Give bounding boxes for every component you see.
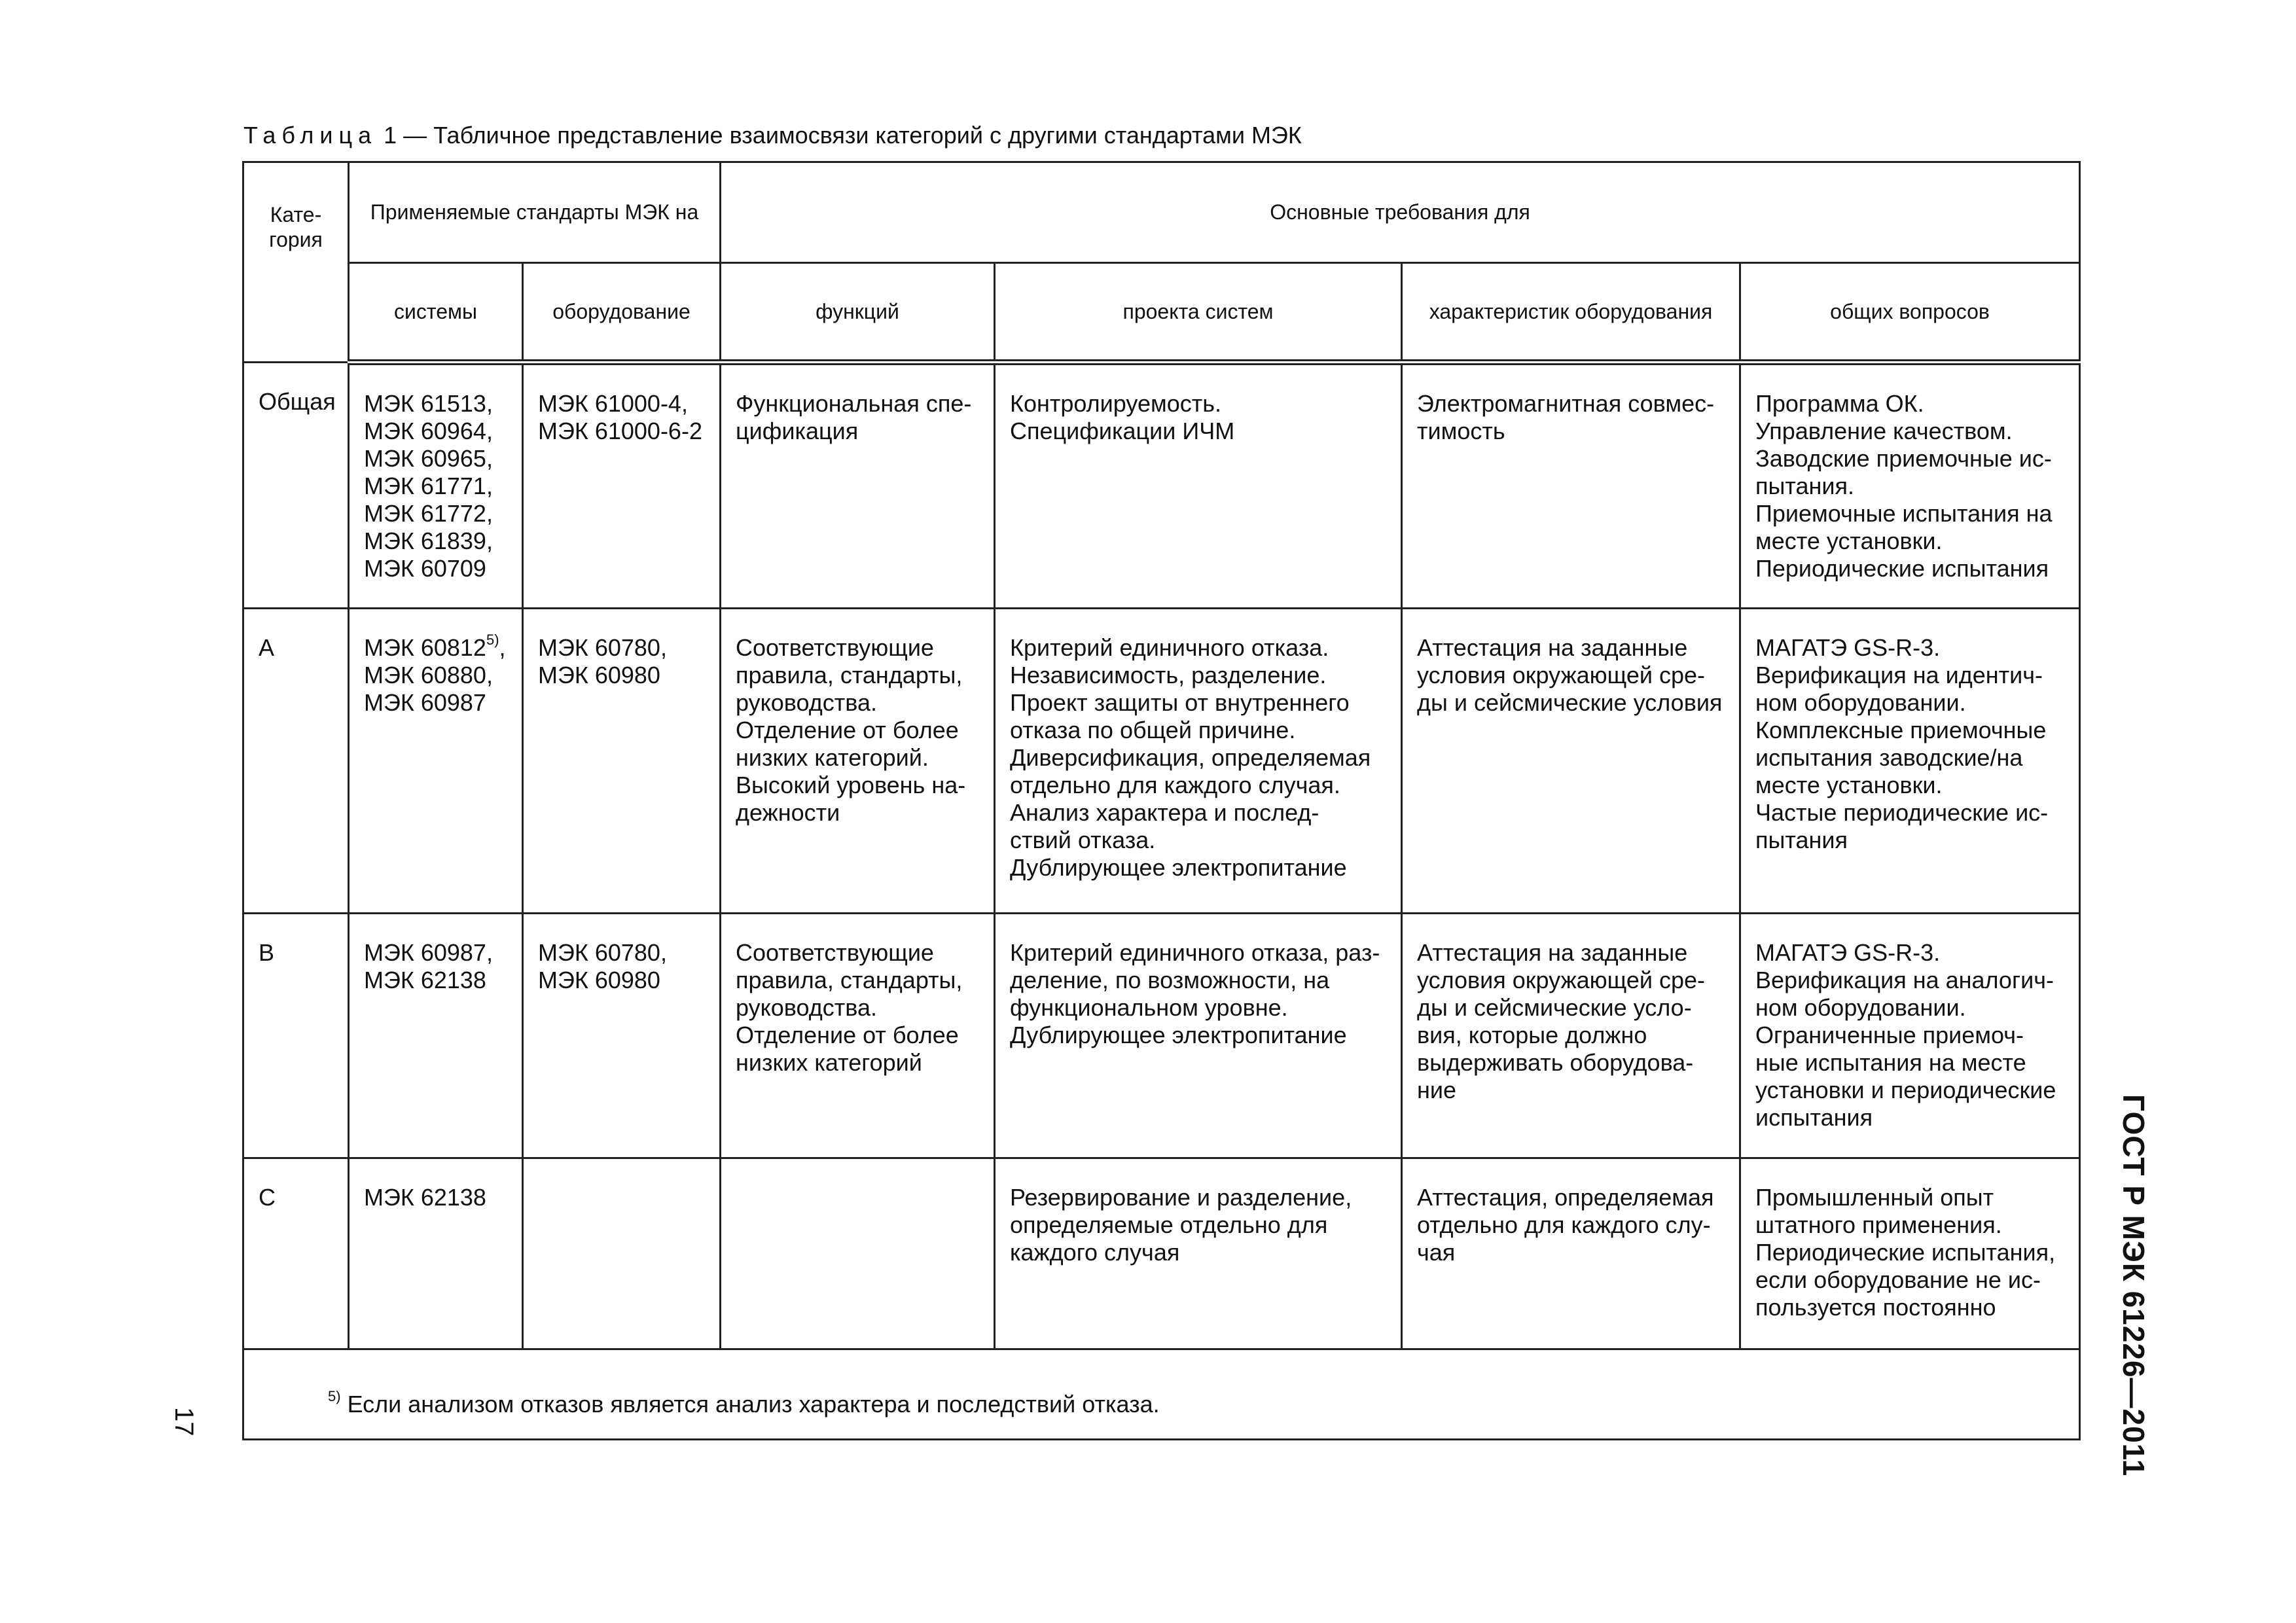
caption-label: Таблица (243, 122, 378, 149)
table-row (243, 363, 2080, 609)
row-system-design: Резервирование и разделение, определяемые отдельно для каждого случая (1010, 1184, 1352, 1266)
system-standard-first: МЭК 60812 (364, 634, 486, 661)
table-caption (243, 122, 1302, 149)
row-system-standards: МЭК 62138 (364, 1184, 486, 1211)
row-system-design: Контролируемость. Спецификации ИЧМ (1010, 390, 1235, 444)
header-row-2 (243, 263, 2080, 363)
row-system-standards: МЭК 60987, МЭК 62138 (364, 939, 493, 993)
row-system-standards: МЭК 61513, МЭК 60964, МЭК 60965, МЭК 61771, МЭК 61772, МЭК 61839, МЭК 60709 (364, 390, 493, 582)
row-category: Общая (259, 388, 336, 415)
caption-text: 1 — Табличное представление взаимосвязи категорий с другими стандартами МЭК (377, 122, 1302, 149)
row-equipment-characteristics: Электромагнитная совмес- тимость (1417, 390, 1715, 444)
row-category: А (259, 634, 275, 661)
row-equipment-characteristics: Аттестация на заданные условия окружающей сре- ды и сейсмические усло- вия, которые должно выдерживать оборудова- ние (1417, 939, 1706, 1103)
footnote (244, 1350, 2079, 1425)
row-functions: Функциональная спе- цификация (736, 390, 972, 444)
row-equipment-standards (524, 1159, 719, 1190)
row-category: С (259, 1184, 276, 1211)
footnote-row (243, 1349, 2080, 1440)
header-row-1 (243, 162, 2080, 263)
row-functions: Соответствующие правила, стандарты, руководства. Отделение от более низких категорий. Высокий уровень на- дежности (736, 634, 966, 826)
document-designation: ГОСТ Р МЭК 61226—2011 (2117, 1094, 2151, 1477)
row-functions (721, 1159, 994, 1190)
row-equipment-standards: МЭК 60780, МЭК 60980 (538, 939, 667, 993)
page-number: 17 (170, 1407, 198, 1436)
row-system-design: Критерий единичного отказа. Независимость, разделение. Проект защиты от внутреннего отказа по общей причине. Диверсификация, определяемая отдельно для каждого случая. Анализ характера и послед- ствий отказа. Дублирующее электропитание (1010, 634, 1371, 881)
row-equipment-characteristics: Аттестация, определяемая отдельно для каждого слу- чая (1417, 1184, 1714, 1266)
footnote-text: Если анализом отказов является анализ характера и последствий отказа. (340, 1391, 1160, 1418)
row-general-questions: МАГАТЭ GS-R-3. Верификация на идентич- ном оборудовании. Комплексные приемочные испытания заводские/на месте установки. Частые периодические ис- пытания (1755, 634, 2049, 853)
row-general-questions: Промышленный опыт штатного применения. Периодические испытания, если оборудование не ис- пользуется постоянно (1755, 1184, 2056, 1321)
row-general-questions: Программа ОК. Управление качеством. Заводские приемочные ис- пытания. Приемочные испытания на месте установки. Периодические испытания (1755, 390, 2053, 582)
footnote-marker: 5) (328, 1388, 341, 1404)
header-applicable-standards: Применяемые стандарты МЭК на (349, 162, 721, 263)
header-functions: функций (721, 263, 995, 363)
row-category: В (259, 939, 275, 966)
categories-table (242, 161, 2081, 1440)
header-basic-requirements: Основные требования для (721, 162, 2080, 263)
row-system-design: Критерий единичного отказа, раз- деление, по возможности, на функциональном уровне. Дублирующее электропитание (1010, 939, 1380, 1048)
table-row (243, 609, 2080, 914)
row-equipment-characteristics: Аттестация на заданные условия окружающей сре- ды и сейсмические условия (1417, 634, 1723, 716)
header-category: Кате- гория (243, 162, 349, 363)
header-general-questions: общих вопросов (1740, 263, 2080, 363)
table-row (243, 914, 2080, 1158)
table-row (243, 1158, 2080, 1349)
row-general-questions: МАГАТЭ GS-R-3. Верификация на аналогич- ном оборудовании. Ограниченные приемоч- ные испытания на месте установки и периодические испытания (1755, 939, 2056, 1131)
row-equipment-standards: МЭК 61000-4, МЭК 61000-6-2 (538, 390, 702, 444)
footnote-ref: 5) (486, 632, 499, 648)
row-equipment-standards: МЭК 60780, МЭК 60980 (538, 634, 667, 688)
row-functions: Соответствующие правила, стандарты, руководства. Отделение от более низких категорий (736, 939, 963, 1076)
row-system-standards (350, 609, 522, 723)
header-system: системы (349, 263, 523, 363)
header-equipment-characteristics: характеристик оборудования (1402, 263, 1740, 363)
header-system-design: проекта систем (995, 263, 1402, 363)
header-equipment: оборудование (523, 263, 721, 363)
system-standard-rest: , МЭК 60880, МЭК 60987 (364, 634, 506, 716)
